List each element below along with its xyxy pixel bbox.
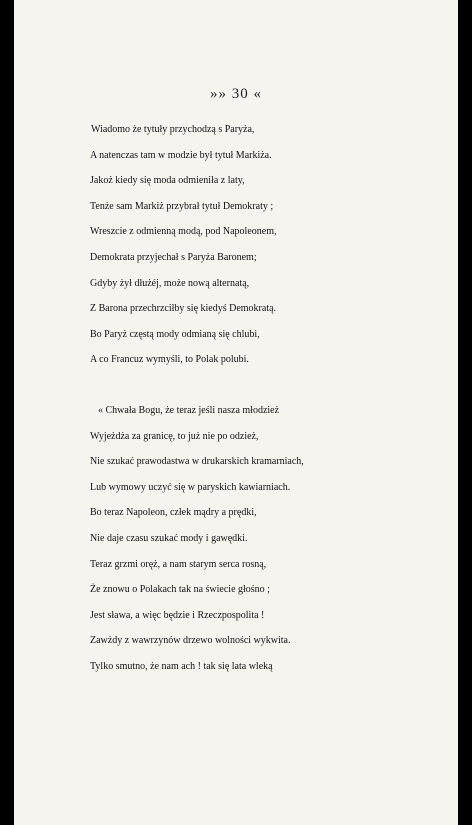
verse-line: A natenczas tam w modzie był tytuł Markiża. [90,149,272,161]
verse-line: Bo Paryż częstą mody odmianą się chlubi, [90,328,260,340]
ornament-left: »» [210,86,227,102]
verse-line: « Chwała Bogu, że teraz jeśli nasza młodzież [98,405,280,416]
stanza-2 [14,398,458,680]
verse-line: Nie daje czasu szukać mody i gawędki. [90,532,248,544]
verse-line: Jakoż kiedy się moda odmieniła z laty, [90,175,245,187]
page-number-header [14,86,458,103]
verse-line: Tylko smutno, że nam ach ! tak się lata wleką [90,660,273,672]
verse-line: Gdyby żył dłużéj, może nową alternatą, [90,277,250,289]
book-page [14,0,458,825]
verse-line: Bo teraz Napoleon, człek mądry a prędki, [90,507,257,519]
verse-line: Wyjeżdża za granicę, to już nie po odzież, [90,430,259,442]
verse-line: Jest sława, a więc będzie i Rzeczpospolita ! [90,609,265,621]
verse-line: Nie szukać prawodastwa w drukarskich kramarniach, [90,456,304,468]
verse-line: Demokrata przyjechał s Paryża Baronem; [90,251,257,263]
verse-line: Lub wymowy uczyć się w paryskich kawiarniach. [90,481,291,493]
verse-line: Z Barona przechrzciłby się kiedyś Demokratą. [90,303,277,315]
verse-line: Wiadomo że tytuły przychodzą s Paryża, [91,124,255,135]
verse-line: Że znowu o Polakach tak na świecie głośno ; [90,584,270,596]
verse-line: Tenże sam Markiż przybrał tytuł Demokraty ; [90,200,274,212]
verse-line: Wreszcie z odmienną modą, pod Napoleonem, [90,226,277,238]
stanza-1 [14,117,458,373]
verse-line: A co Francuz wymyśli, to Polak polubi. [90,354,249,366]
page-number: 30 [231,86,249,102]
verse-line: Zawżdy z wawrzynów drzewo wolności wykwita. [90,635,291,647]
verse-line: Teraz grzmi oręż, a nam starym serca rosną, [90,558,267,570]
ornament-right: « [253,86,262,102]
